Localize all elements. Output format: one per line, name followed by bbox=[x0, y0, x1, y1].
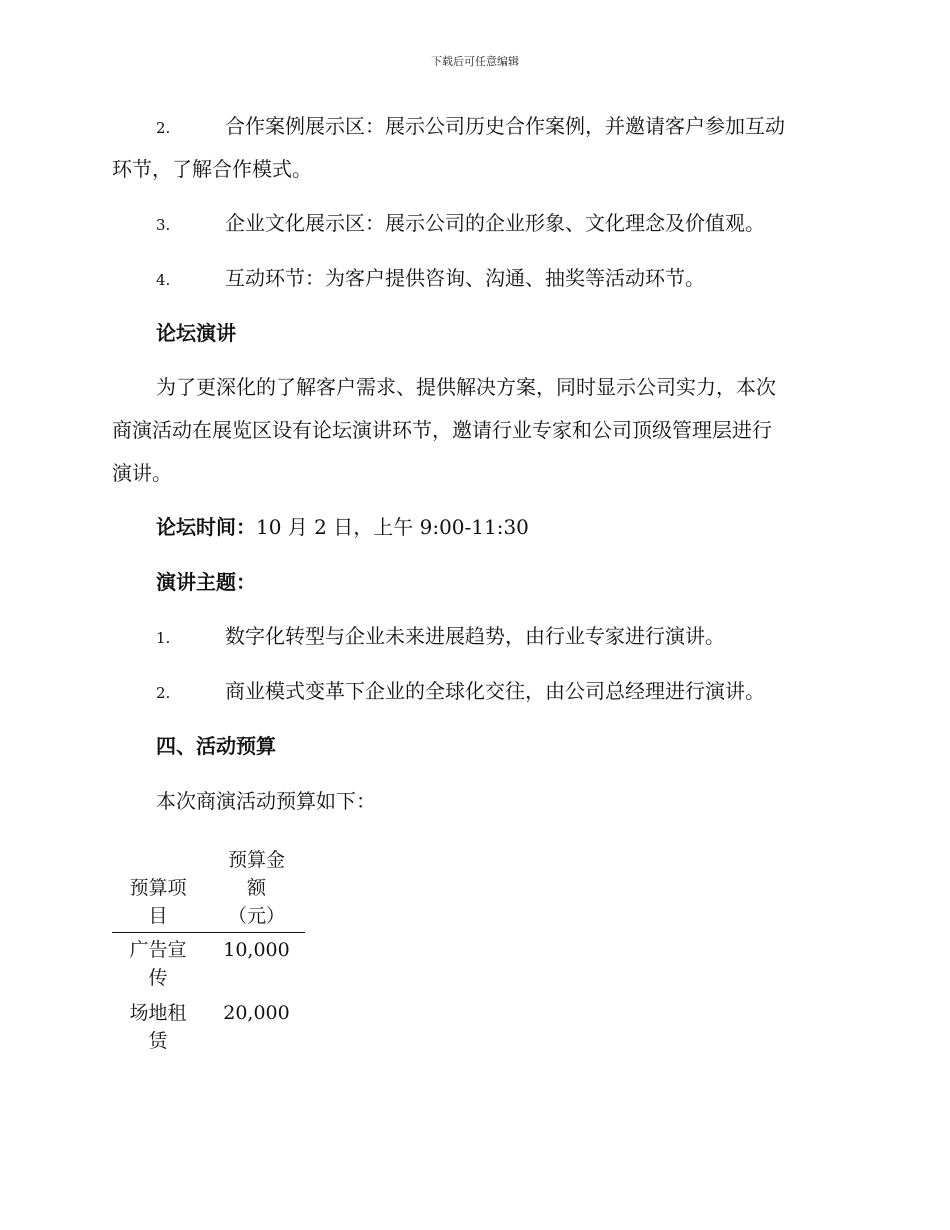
topic-text: 数字化转型与企业未来进展趋势，由行业专家进行演讲。 bbox=[225, 624, 725, 648]
table-cell-item-line: 赁 bbox=[148, 1030, 168, 1052]
list-item-text-continued: 环节，了解合作模式。 bbox=[112, 157, 312, 181]
table-header-item-line: 目 bbox=[148, 905, 168, 927]
table-header-item bbox=[112, 874, 204, 930]
table-row bbox=[112, 999, 204, 1055]
forum-time-value: 10 月 2 日，上午 9:00-11:30 bbox=[256, 515, 529, 539]
list-item-number: 2. bbox=[156, 119, 171, 137]
paragraph-line: 为了更深化的了解客户需求、提供解决方案，同时显示公司实力，本次 bbox=[156, 375, 776, 399]
topic-text: 商业模式变革下企业的全球化交往，由公司总经理进行演讲。 bbox=[225, 679, 765, 703]
table-header-item-line: 预算项 bbox=[129, 877, 187, 899]
list-item-text: 企业文化展示区：展示公司的企业形象、文化理念及价值观。 bbox=[225, 211, 765, 235]
table-cell-item-line: 场地租 bbox=[129, 1002, 187, 1024]
forum-time bbox=[156, 513, 529, 541]
forum-time-label: 论坛时间： bbox=[156, 515, 256, 539]
budget-intro: 本次商演活动预算如下： bbox=[156, 789, 376, 813]
table-cell-item-line: 广告宣 bbox=[129, 939, 187, 961]
table-header-amount-line: （元） bbox=[227, 905, 285, 927]
table-header-amount bbox=[208, 846, 305, 930]
topics-heading: 演讲主题： bbox=[156, 570, 256, 594]
table-cell-item-line: 传 bbox=[148, 967, 168, 989]
list-item-number: 4. bbox=[156, 271, 171, 289]
paragraph-line: 商演活动在展览区设有论坛演讲环节，邀请行业专家和公司顶级管理层进行 bbox=[112, 418, 772, 442]
list-item-text: 合作案例展示区：展示公司历史合作案例，并邀请客户参加互动 bbox=[225, 114, 785, 138]
section-heading-budget: 四、活动预算 bbox=[156, 734, 276, 758]
header-note: 下载后可任意编辑 bbox=[431, 55, 519, 68]
table-header-amount-line: 额 bbox=[246, 877, 266, 899]
list-item-text: 互动环节：为客户提供咨询、沟通、抽奖等活动环节。 bbox=[225, 266, 705, 290]
table-header-amount-line: 预算金 bbox=[227, 849, 285, 871]
table-header-rule bbox=[112, 932, 305, 933]
table-cell-amount: 10,000 bbox=[223, 939, 290, 961]
table-cell-amount: 20,000 bbox=[223, 1002, 290, 1024]
topic-number: 1. bbox=[156, 629, 171, 647]
table-row bbox=[112, 936, 204, 992]
list-item-number: 3. bbox=[156, 216, 171, 234]
topic-number: 2. bbox=[156, 684, 171, 702]
paragraph-line: 演讲。 bbox=[112, 461, 172, 485]
section-heading-forum: 论坛演讲 bbox=[156, 321, 236, 345]
